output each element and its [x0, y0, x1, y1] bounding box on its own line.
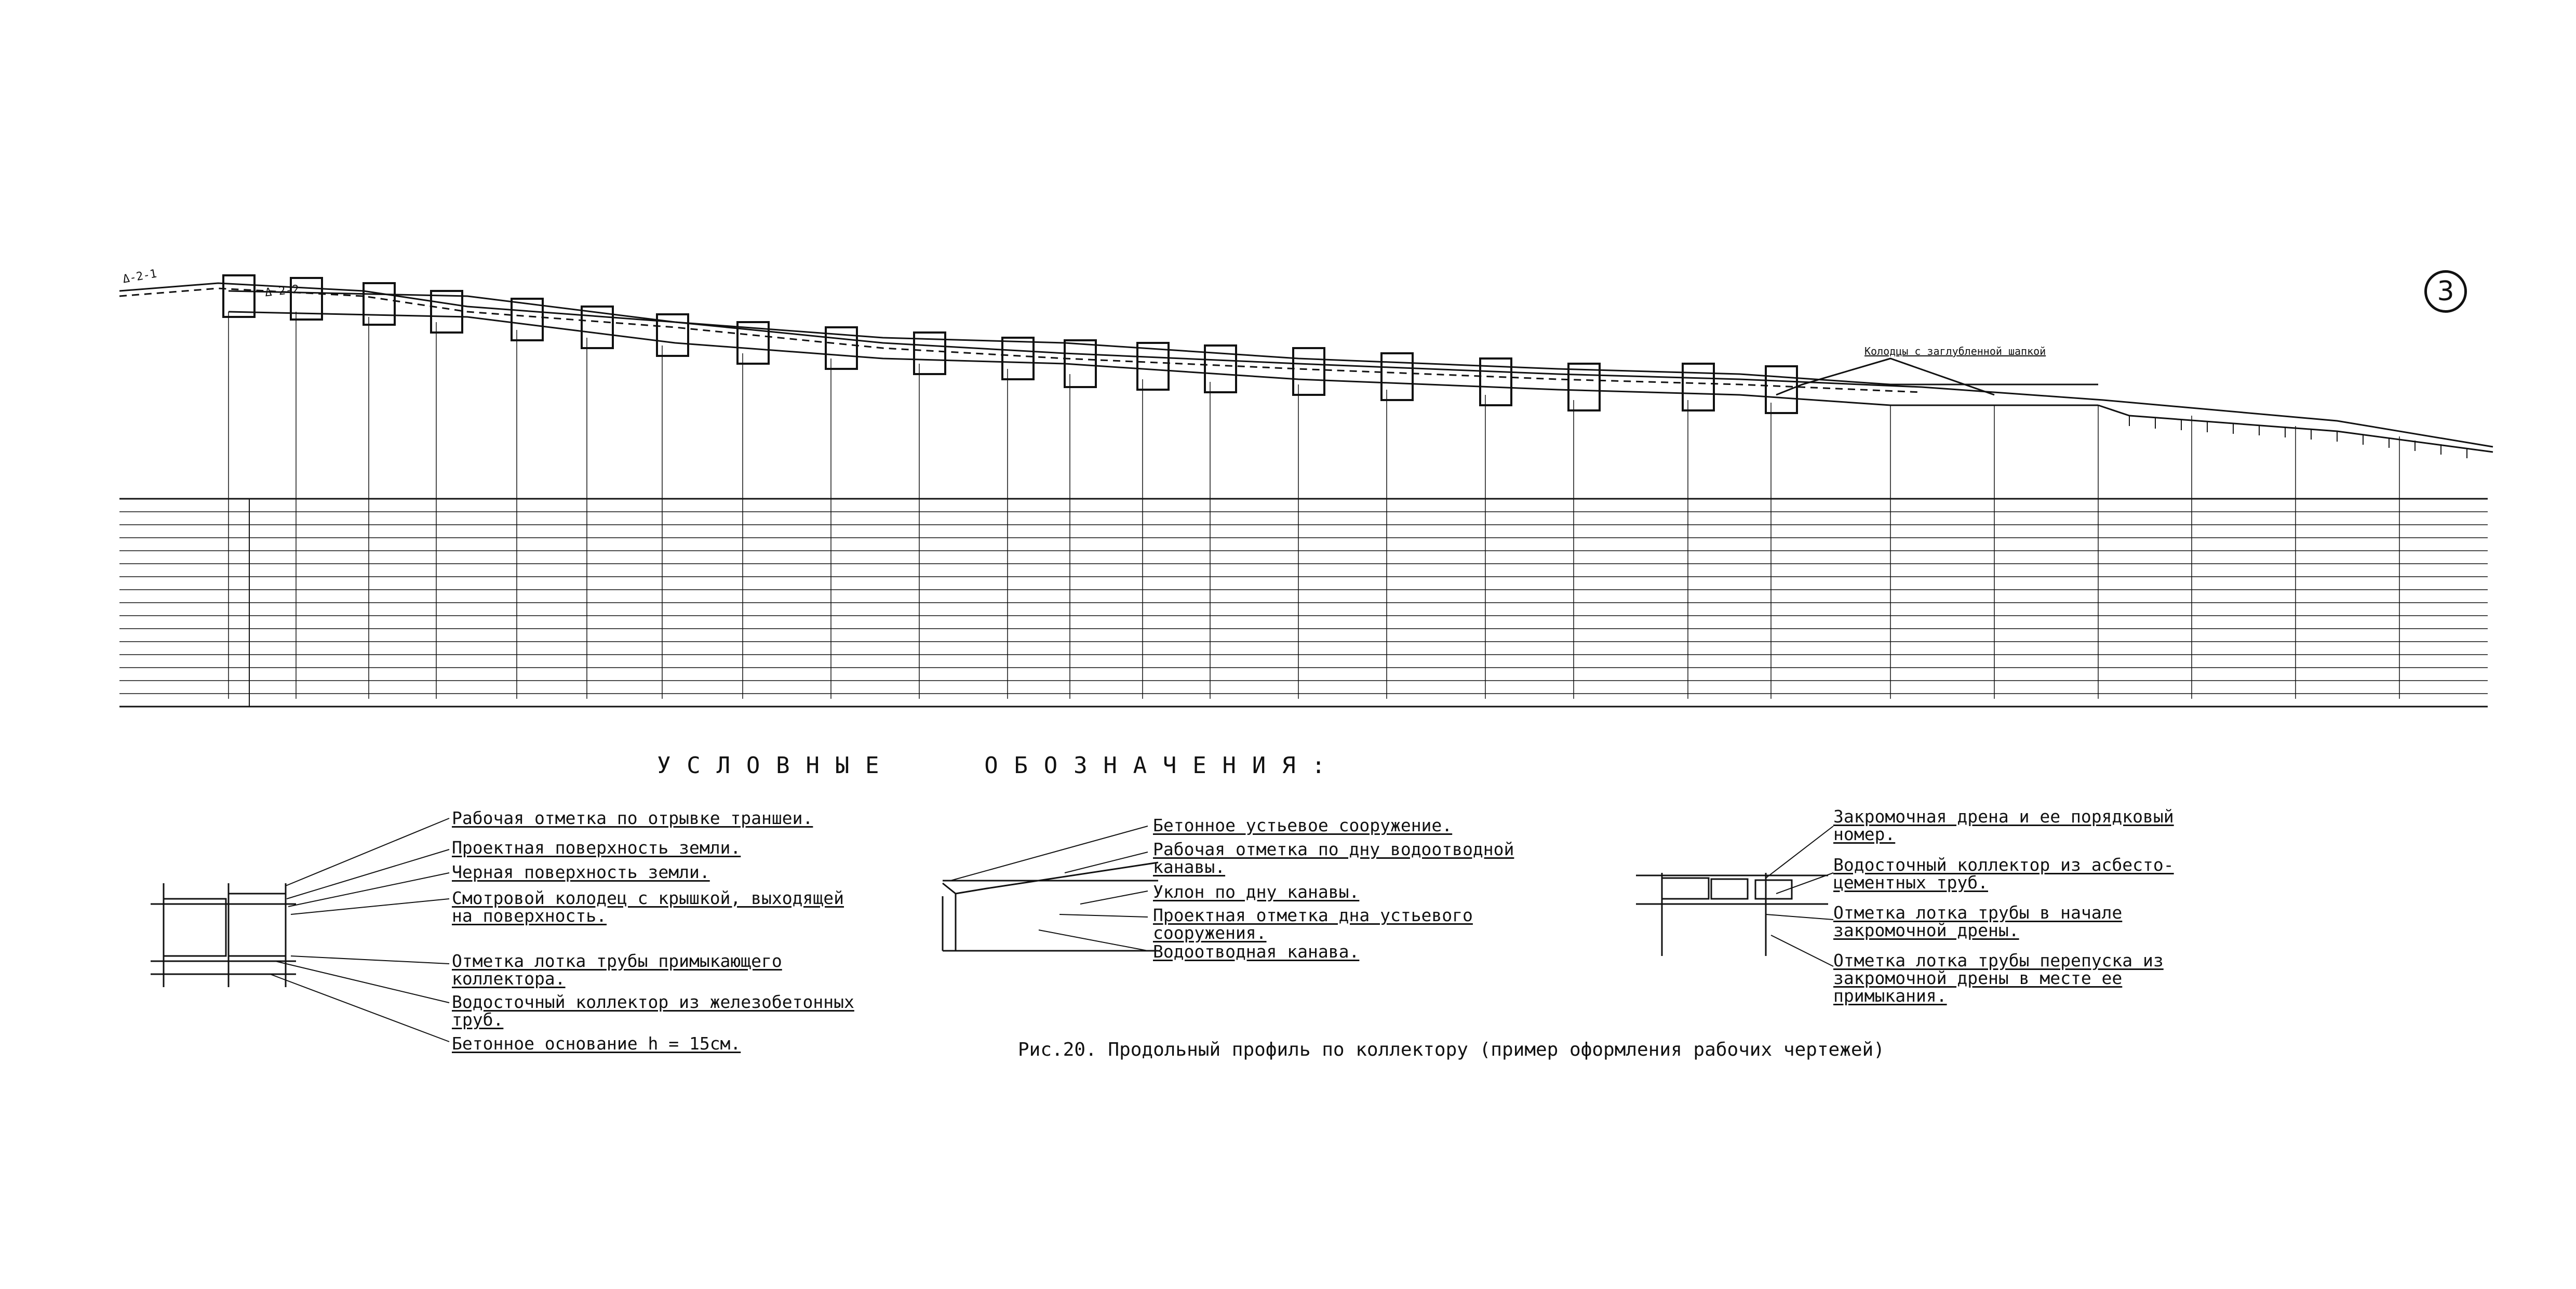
- profile-mid-label: Δ-2-2: [264, 283, 300, 300]
- legend-item-black-surface: [452, 863, 710, 881]
- legend-item-drain-ditch: [1153, 943, 1359, 961]
- ground-surface-line: [119, 283, 2493, 447]
- legend-line: канавы.: [1153, 857, 1226, 877]
- legend-item-trench-mark: [452, 809, 813, 827]
- legend-line: Закромочная дрена и ее порядковый: [1833, 806, 2174, 827]
- legend-line: Смотровой колодец с крышкой, выходящей: [452, 888, 844, 908]
- legend-title: УСЛОВНЫЕ ОБОЗНАЧЕНИЯ:: [657, 752, 1341, 779]
- legend-item-outlet-bottom: [1153, 907, 1473, 942]
- legend-line: Черная поверхность земли.: [452, 862, 710, 882]
- legend-line: Бетонное основание h = 15см.: [452, 1033, 741, 1054]
- legend-item-design-surface: [452, 839, 741, 857]
- legend-item-joining-collector: [452, 952, 782, 988]
- sheet-number: 3: [2424, 270, 2467, 313]
- legend-line: Уклон по дну канавы.: [1153, 882, 1360, 902]
- legend-line: цементных труб.: [1833, 872, 1989, 893]
- legend-item-ac-collector: [1833, 856, 2174, 892]
- legend-line: Отметка лотка трубы перепуска из: [1833, 950, 2164, 971]
- legend-line: труб.: [452, 1009, 504, 1030]
- legend-leaders-middle: [950, 826, 1148, 951]
- legend-line: закромочной дрены в месте ее: [1833, 968, 2123, 988]
- legend-line: Отметка лотка трубы примыкающего: [452, 951, 782, 971]
- legend-line: Отметка лотка трубы в начале: [1833, 902, 2123, 923]
- legend-item-drain-start: [1833, 904, 2122, 939]
- figure-caption: Рис.20. Продольный профиль по коллектору (пример оформления рабочих чертежей): [1018, 1039, 1885, 1060]
- outlet-scale-ticks: [2129, 416, 2467, 458]
- legend-item-concrete-base: [452, 1035, 741, 1053]
- legend-sketch-collector: [151, 883, 296, 987]
- legend-line: Проектная отметка дна устьевого: [1153, 905, 1473, 925]
- profile-manhole-note: Колодцы с заглубленной шапкой: [1864, 345, 2046, 357]
- legend-line: Рабочая отметка по дну водоотводной: [1153, 839, 1514, 859]
- legend-item-ditch-bottom-mark: [1153, 841, 1514, 876]
- legend-item-outlet-structure: [1153, 817, 1452, 834]
- legend-line: сооружения.: [1153, 923, 1267, 943]
- legend-line: Проектная поверхность земли.: [452, 838, 741, 858]
- legend-item-rc-collector: [452, 993, 854, 1029]
- profile-data-table: [119, 499, 2488, 707]
- legend-line: Бетонное устьевое сооружение.: [1153, 815, 1453, 835]
- legend-line: Водосточный коллектор из железобетонных: [452, 992, 854, 1012]
- legend-item-ditch-slope: [1153, 883, 1359, 901]
- legend-line: номер.: [1833, 824, 1896, 844]
- collector-pipe-bottom: [229, 312, 2098, 405]
- legend-line: коллектора.: [452, 968, 566, 989]
- legend-item-edge-drain: [1833, 808, 2174, 843]
- legend-line: Водоотводная канава.: [1153, 941, 1360, 962]
- legend-sketch-outlet: [943, 862, 1158, 951]
- legend-line: на поверхность.: [452, 906, 607, 926]
- legend-item-manhole: [452, 889, 844, 925]
- legend-line: закромочной дрены.: [1833, 920, 2019, 940]
- legend-line: Рабочая отметка по отрывке траншеи.: [452, 808, 813, 828]
- legend-leaders-right: [1766, 826, 1833, 966]
- legend-line: Водосточный коллектор из асбесто-: [1833, 855, 2174, 875]
- profile-start-label: Δ-2-1: [122, 267, 158, 286]
- legend-line: примыкания.: [1833, 986, 1947, 1006]
- legend-item-bypass-pipe: [1833, 952, 2164, 1005]
- legend-leaders-left: [270, 818, 449, 1042]
